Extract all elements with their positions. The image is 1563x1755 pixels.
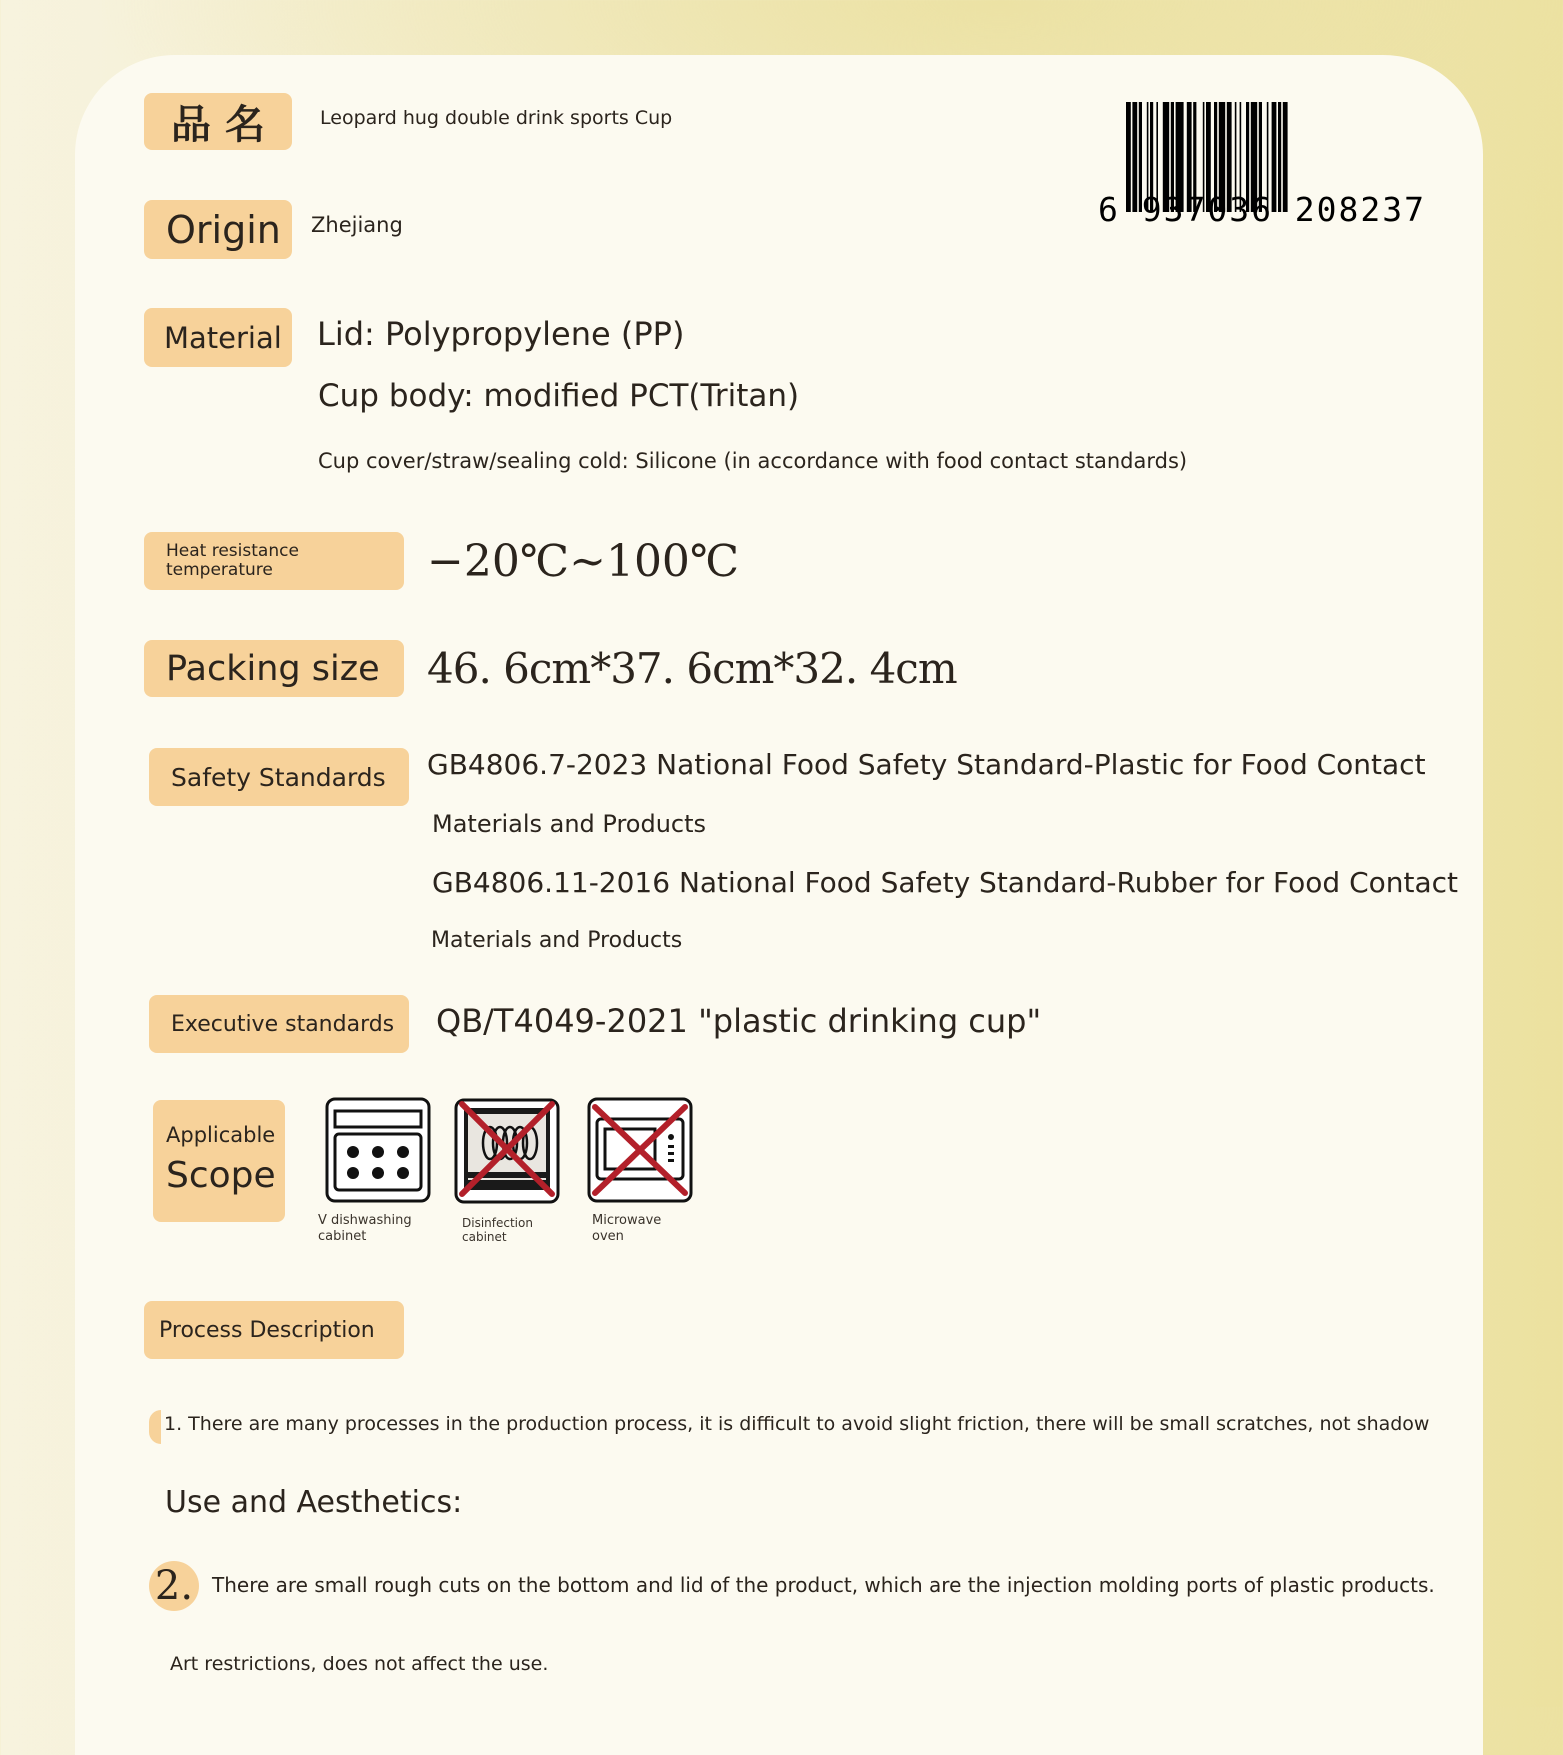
material-line-lid: Lid: Polypropylene (PP) [317, 315, 685, 353]
dishwasher-caption-line1: V dishwashing [318, 1213, 412, 1228]
executive-standards-label: Executive standards [149, 995, 409, 1053]
process-description-label: Process Description [144, 1301, 404, 1359]
product-name-label: 品 名 [144, 93, 292, 150]
heat-resistance-label [144, 532, 404, 590]
safety-standard-line-2: Materials and Products [432, 810, 707, 838]
barcode [1098, 100, 1433, 230]
safety-standards-label: Safety Standards [149, 748, 409, 806]
microwave-caption-line2: oven [592, 1229, 624, 1244]
microwave-oven-icon [587, 1097, 693, 1203]
disinfection-cabinet-icon [454, 1098, 560, 1204]
applicable-scope-label [153, 1100, 285, 1222]
applicable-scope-label-small: Applicable [166, 1123, 276, 1147]
heat-resistance-label-line2: temperature [166, 560, 273, 580]
disinfection-caption-line1: Disinfection [462, 1216, 533, 1230]
material-label: Material [144, 308, 292, 367]
disinfection-caption-line2: cabinet [462, 1230, 507, 1244]
barcode-number: 6 937036 208237 [1098, 190, 1427, 229]
microwave-caption-line1: Microwave [592, 1213, 662, 1228]
process-note-3: Art restrictions, does not affect the use. [170, 1653, 549, 1675]
safety-standard-line-4: Materials and Products [431, 928, 683, 953]
dishwasher-caption [318, 1213, 412, 1245]
executive-standards-value: QB/T4049-2021 "plastic drinking cup" [436, 1002, 1042, 1040]
material-line-silicone: Cup cover/straw/sealing cold: Silicone (in accordance with food contact standards) [318, 449, 1188, 473]
use-aesthetics-heading: Use and Aesthetics: [165, 1485, 463, 1520]
applicable-scope-label-big: Scope [166, 1155, 276, 1196]
origin-label: Origin [144, 200, 292, 259]
dishwasher-icon [325, 1097, 431, 1203]
note1-marker [149, 1410, 161, 1444]
process-note-1: 1. There are many processes in the production process, it is difficult to avoid slight friction, there will be small scratches, not shadow [164, 1413, 1430, 1435]
disinfection-cabinet-caption [462, 1216, 533, 1244]
product-name-value: Leopard hug double drink sports Cup [320, 107, 673, 129]
microwave-oven-caption [592, 1213, 661, 1245]
packing-size-value: 46. 6cm*37. 6cm*32. 4cm [427, 644, 957, 693]
origin-value: Zhejiang [311, 213, 403, 237]
safety-standard-line-3: GB4806.11-2016 National Food Safety Standard-Rubber for Food Contact [432, 866, 1459, 899]
process-note-2: There are small rough cuts on the bottom and lid of the product, which are the injection molding ports of plastic products. [212, 1573, 1435, 1597]
packing-size-label: Packing size [144, 640, 404, 697]
safety-standard-line-1: GB4806.7-2023 National Food Safety Standard-Plastic for Food Contact [427, 748, 1426, 781]
heat-resistance-value: −20℃~100℃ [427, 536, 740, 587]
material-line-body: Cup body: modified PCT(Tritan) [318, 378, 800, 414]
note2-number-badge: 2. [149, 1561, 199, 1611]
heat-resistance-label-line1: Heat resistance [166, 541, 299, 561]
dishwasher-caption-line2: cabinet [318, 1229, 367, 1244]
